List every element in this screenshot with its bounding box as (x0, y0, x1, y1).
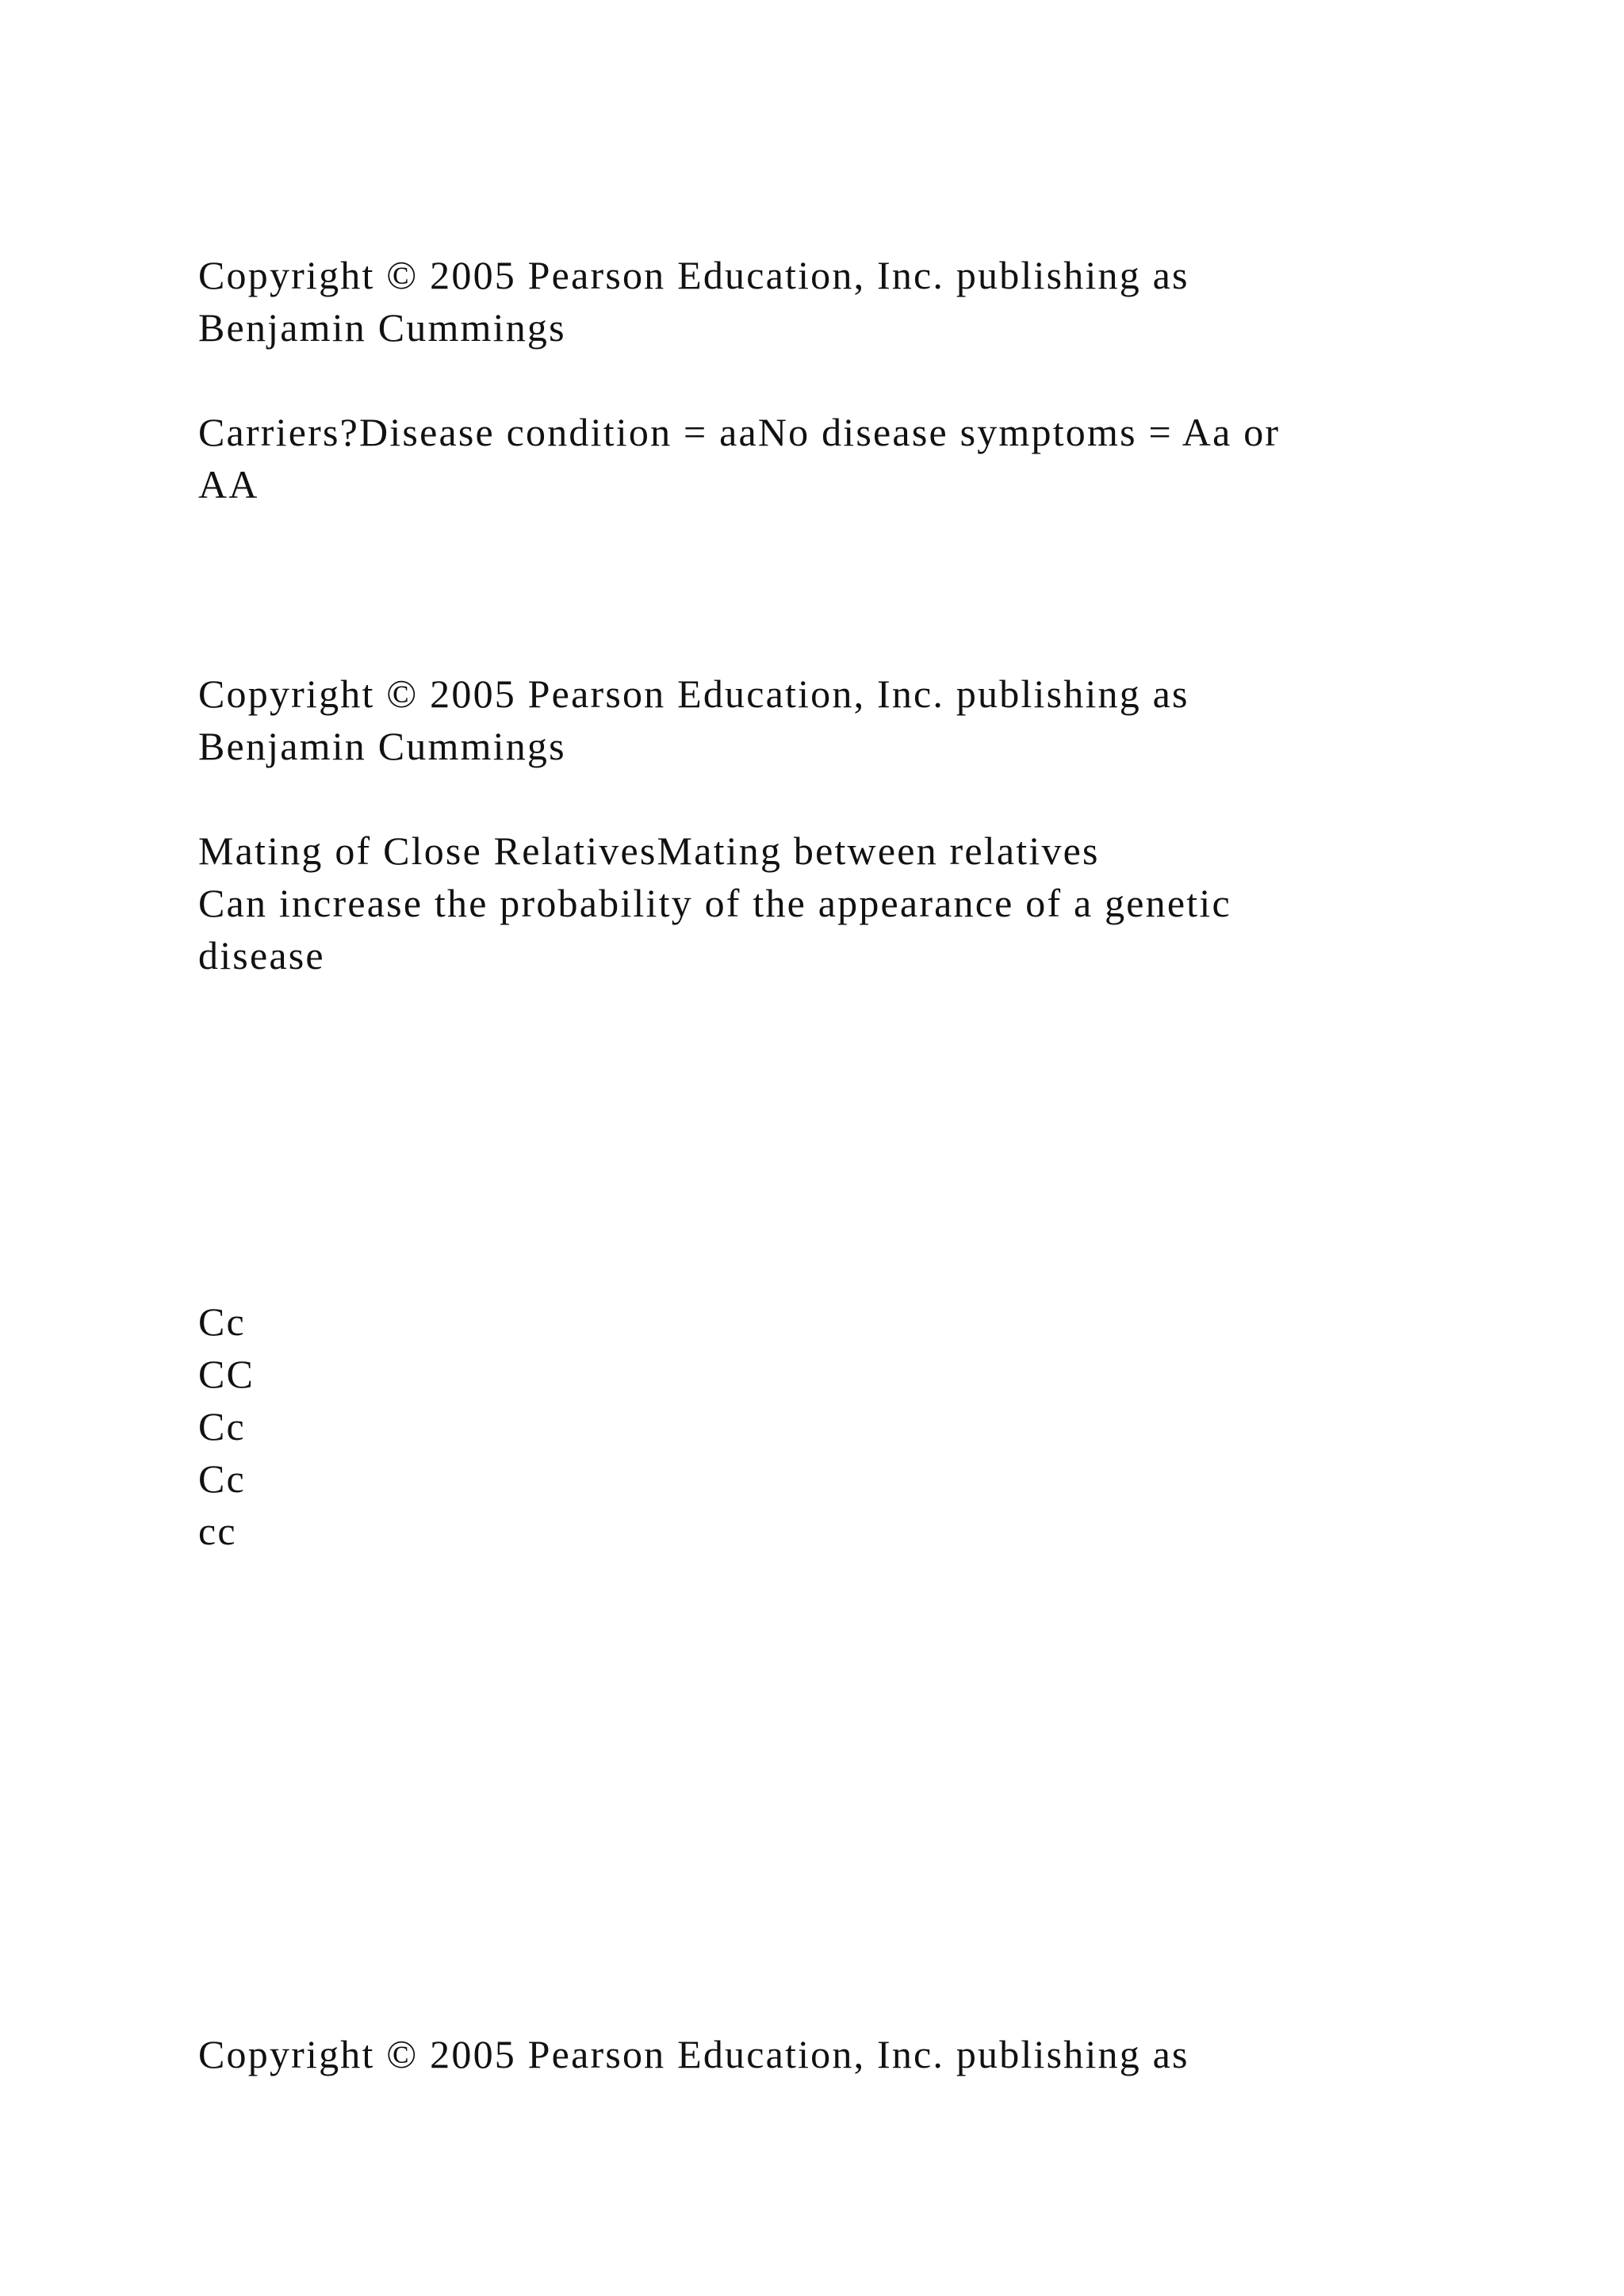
mating-heading-line: Mating of Close RelativesMating between relatives (198, 828, 1100, 873)
genotype-label: Cc (198, 1456, 246, 1501)
mating-text-line: Can increase the probability of the appearance of a genetic (198, 881, 1231, 925)
carriers-text-line-continued: AA (198, 462, 259, 507)
copyright-line: Copyright © 2005 Pearson Education, Inc. publishing as (198, 672, 1189, 716)
copyright-line: Copyright © 2005 Pearson Education, Inc. publishing as (198, 253, 1189, 297)
genotype-label: CC (198, 1352, 255, 1396)
mating-text-line-continued: disease (198, 933, 325, 978)
genotype-label: Cc (198, 1404, 246, 1448)
copyright-publisher-line: Benjamin Cummings (198, 305, 566, 350)
copyright-publisher-line: Benjamin Cummings (198, 724, 566, 768)
copyright-line: Copyright © 2005 Pearson Education, Inc. publishing as (198, 2032, 1189, 2076)
carriers-text-line: Carriers?Disease condition = aaNo disease symptoms = Aa or (198, 410, 1281, 454)
genotype-label: Cc (198, 1299, 246, 1344)
genotype-label: cc (198, 1509, 237, 1553)
